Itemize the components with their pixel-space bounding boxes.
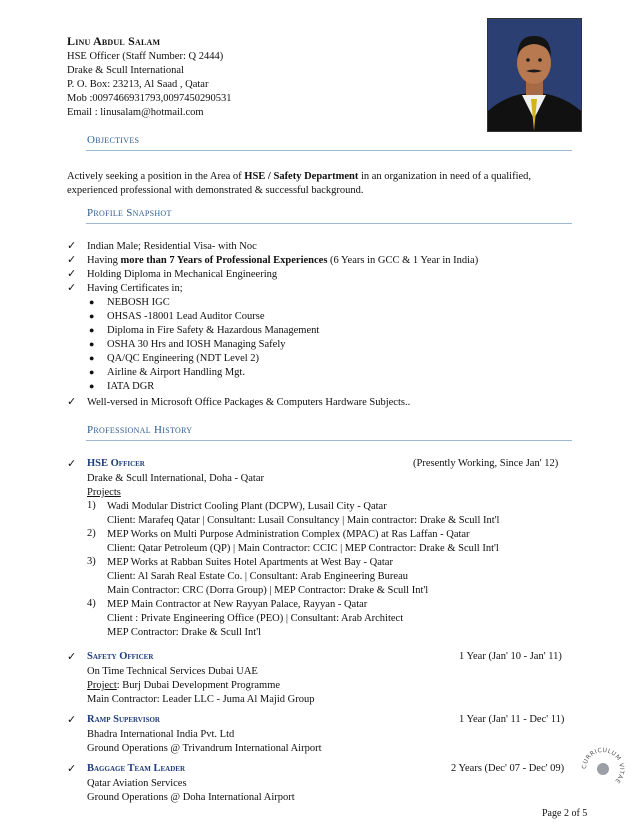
project-number: 2) [87, 528, 96, 539]
project-number: 4) [87, 598, 96, 609]
objectives-text-bold: HSE / Safety Department [244, 171, 359, 182]
project-title: Wadi Modular District Cooling Plant (DCPW), Lusail City - Qatar [107, 501, 387, 512]
certificate-item: Diploma in Fire Safety & Hazardous Management [107, 325, 320, 336]
header-line-title: HSE Officer (Staff Number: Q 2444) [67, 51, 224, 62]
job-company: On Time Technical Services Dubai UAE [87, 666, 258, 677]
project-detail: MEP Contractor: Drake & Scull Int'l [107, 627, 262, 638]
header-line-mobile: Mob :0097466931793,0097450290531 [67, 93, 232, 104]
profile-item-skills: Well-versed in Microsoft Office Packages & Computers Hardware Subjects.. [87, 397, 411, 408]
bullet-icon: ● [89, 311, 95, 321]
candidate-name: Linu Abdul Salam [67, 34, 161, 48]
header-line-email[interactable]: Email : linusalam@hotmail.com [67, 107, 204, 118]
project-detail: Main Contractor: CRC (Dorra Group) | MEP Contractor: Drake & Scull Int'l [107, 585, 429, 596]
project-title: MEP Works at Rabban Suites Hotel Apartments at West Bay - Qatar [107, 557, 393, 568]
certificate-item: IATA DGR [107, 381, 155, 392]
check-icon: ✓ [67, 254, 77, 266]
portrait-image [488, 19, 581, 131]
history-divider [86, 440, 572, 441]
job-project-text: : Burj Dubai Development Programme [116, 680, 281, 691]
job-role-baggage-team-leader: Baggage Team Leader [87, 763, 186, 774]
svg-text:CURRICULUM VITAE: CURRICULUM VITAE [580, 746, 626, 785]
check-icon: ✓ [67, 396, 77, 408]
projects-label [87, 486, 121, 499]
header-line-company: Drake & Scull International [67, 65, 184, 76]
project-detail: Client : Private Engineering Office (PEO) | Consultant: Arab Architect [107, 613, 404, 624]
bullet-icon: ● [89, 325, 95, 335]
stamp-seal-icon [580, 746, 626, 792]
job-role-ramp-supervisor: Ramp Supervisor [87, 714, 160, 725]
bullet-icon: ● [89, 367, 95, 377]
project-title: MEP Main Contractor at New Rayyan Palace, Rayyan - Qatar [107, 599, 368, 610]
header-line-address: P. O. Box: 23213, Al Saad , Qatar [67, 79, 209, 90]
check-icon: ✓ [67, 458, 77, 470]
objectives-text-line1 [67, 170, 531, 183]
check-icon: ✓ [67, 651, 77, 663]
check-icon: ✓ [67, 282, 77, 294]
profile-divider [86, 223, 572, 224]
bullet-icon: ● [89, 297, 95, 307]
profile-item-experience-post: (6 Years in GCC & 1 Year in India) [327, 255, 479, 266]
job-extra: Ground Operations @ Trivandrum International Airport [87, 743, 322, 754]
job-period: 1 Year (Jan' 11 - Dec' 11) [459, 714, 565, 725]
job-company: Drake & Scull International, Doha - Qatar [87, 473, 264, 484]
objectives-text-pre: Actively seeking a position in the Area of [67, 171, 245, 182]
page-number: Page 2 of 5 [542, 808, 588, 819]
profile-item-experience [87, 254, 478, 267]
project-detail: Client: Marafeq Qatar | Consultant: Lusail Consultancy | Main contractor: Drake & Scull Int'l [107, 515, 500, 526]
job-period: (Presently Working, Since Jan' 12) [413, 458, 559, 469]
profile-photo [487, 18, 582, 132]
certificate-item: OHSAS -18001 Lead Auditor Course [107, 311, 265, 322]
bullet-icon: ● [89, 353, 95, 363]
certificate-item: QA/QC Engineering (NDT Level 2) [107, 353, 260, 364]
profile-item-experience-bold: more than 7 Years of Professional Experiences [120, 255, 328, 266]
history-heading: Professional History [87, 424, 193, 436]
certificate-item: Airline & Airport Handling Mgt. [107, 367, 245, 378]
job-company: Qatar Aviation Services [87, 778, 187, 789]
certificate-item: OSHA 30 Hrs and IOSH Managing Safely [107, 339, 286, 350]
job-extra: Main Contractor: Leader LLC - Juma Al Majid Group [87, 694, 315, 705]
check-icon: ✓ [67, 268, 77, 280]
job-role-safety-officer: Safety Officer [87, 651, 154, 662]
project-title: MEP Works on Multi Purpose Administration Complex (MPAC) at Ras Laffan - Qatar [107, 529, 470, 540]
profile-item-nationality: Indian Male; Residential Visa- with Noc [87, 241, 257, 252]
objectives-text-line2: experienced professional with demonstrated & successful background. [67, 185, 364, 196]
project-detail: Client: Qatar Petroleum (QP) | Main Contractor: CCIC | MEP Contractor: Drake & Scull Int'l [107, 543, 499, 554]
profile-item-certificates-intro: Having Certificates in; [87, 283, 183, 294]
project-detail: Client: Al Sarah Real Estate Co. | Consultant: Arab Engineering Bureau [107, 571, 409, 582]
check-icon: ✓ [67, 714, 77, 726]
profile-heading: Profile Snapshot [87, 207, 172, 219]
job-project [87, 679, 280, 692]
check-icon: ✓ [67, 763, 77, 775]
objectives-divider [86, 150, 572, 151]
job-period: 1 Year (Jan' 10 - Jan' 11) [459, 651, 562, 662]
certificate-item: NEBOSH IGC [107, 297, 170, 308]
job-period: 2 Years (Dec' 07 - Dec' 09) [451, 763, 565, 774]
job-company: Bhadra International India Pvt. Ltd [87, 729, 235, 740]
curriculum-vitae-stamp [580, 746, 626, 792]
job-project-label: Project [87, 680, 117, 691]
objectives-heading: Objectives [87, 134, 140, 146]
profile-item-experience-pre: Having [87, 255, 121, 266]
check-icon: ✓ [67, 240, 77, 252]
project-number: 1) [87, 500, 96, 511]
project-number: 3) [87, 556, 96, 567]
bullet-icon: ● [89, 381, 95, 391]
job-extra: Ground Operations @ Doha International Airport [87, 792, 295, 803]
profile-item-diploma: Holding Diploma in Mechanical Engineering [87, 269, 278, 280]
projects-label-text: Projects [87, 487, 121, 498]
objectives-text-post: in an organization in need of a qualified, [358, 171, 532, 182]
job-role-hse-officer: HSE Officer [87, 458, 145, 469]
bullet-icon: ● [89, 339, 95, 349]
